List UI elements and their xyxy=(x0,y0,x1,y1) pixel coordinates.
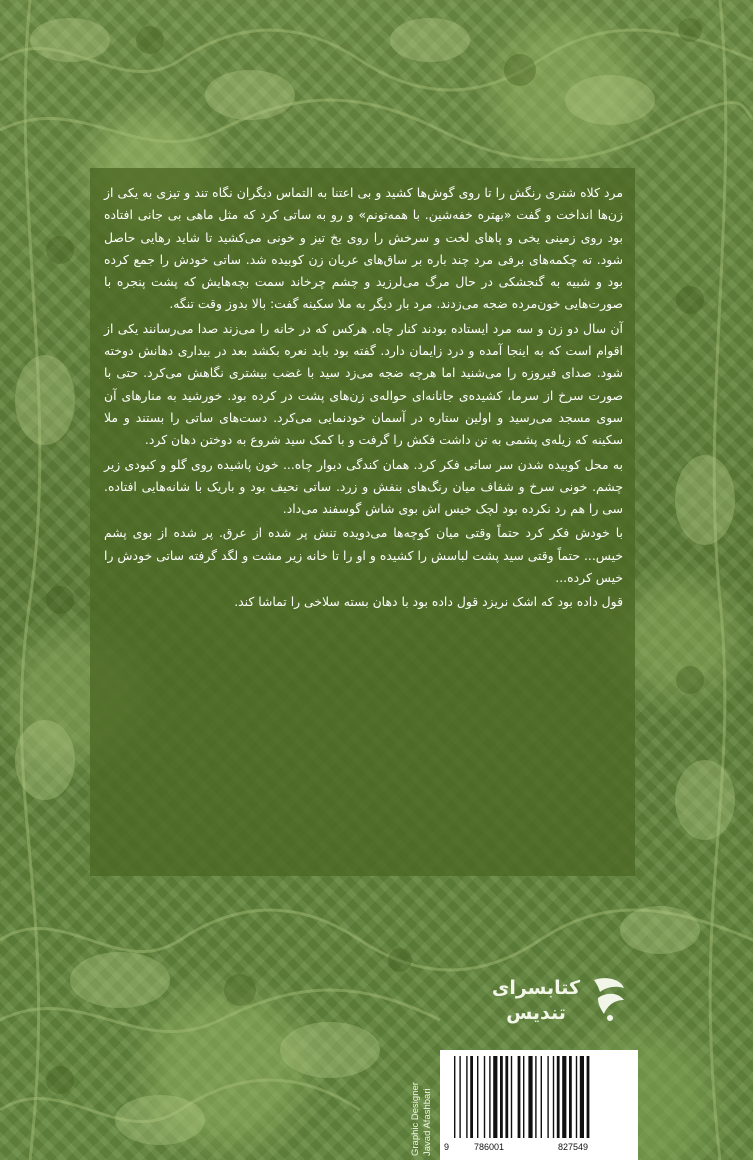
barcode-bar xyxy=(535,1056,536,1138)
barcode-left-group: 786001 xyxy=(474,1142,505,1152)
blurb-text-panel xyxy=(90,168,635,876)
barcode-bar xyxy=(489,1056,490,1138)
barcode-bar xyxy=(454,1056,455,1138)
publisher-name-line2: تندیس xyxy=(506,1002,566,1024)
barcode-bar xyxy=(518,1056,521,1138)
designer-role: Graphic Designer xyxy=(410,1082,421,1156)
barcode-bar xyxy=(569,1056,572,1138)
designer-name: Javad Afashbari xyxy=(422,1088,433,1156)
isbn-barcode xyxy=(440,1050,638,1160)
publisher-logo xyxy=(488,968,628,1048)
barcode-bar xyxy=(484,1056,485,1138)
blurb-paragraph: آن سال دو زن و سه مرد ایستاده بودند کنار چاه. هرکس که در خانه را می‌زند صدا می‌رسانند یکی از اقوام است که به اینجا آمده و درد زایمان دارد. گفته بود باید نعره بکشد بعد در بیداری دهانش دوخته شود. صدای فیروزه را می‌شنید اما هرچه ضجه می‌زد سید با غضب بیشتری نگاهش می‌کرد. حتی با صورت سرخ از سرما، کشیده‌ی جانانه‌ای حواله‌ی زن‌های پشت در کرده بود. خورشید به منارهای آن سوی مسجد می‌رسید و اولین ستاره در آسمان خودنمایی می‌کرد. دست‌های ساتی را بستند و ملا سکینه که زیله‌ی پشمی به تن داشت فکش را گرفت و با کمک سید شروع به دوختن دهان کرد. xyxy=(104,320,623,448)
barcode-bar xyxy=(580,1056,584,1138)
barcode-bar xyxy=(528,1056,532,1138)
blurb-paragraph: به محل کوبیده شدن سر ساتی فکر کرد. همان کندگی دیوار چاه... خون پاشیده روی گلو و کبودی زیر چشم. خونی سرخ و شفاف میان رنگ‌های بنفش و زرد. ساتی نحیف بود و باریک با شانه‌هایی افتاده. سی را هم رد نکرده بود لچک خیس اش بوی شاش گوسفند می‌داد. xyxy=(104,456,623,517)
barcode-bars xyxy=(440,1050,638,1142)
barcode-bar xyxy=(466,1056,467,1138)
barcode-bar xyxy=(557,1056,560,1138)
barcode-right-group: 827549 xyxy=(558,1142,589,1152)
publisher-emblem-icon xyxy=(590,974,628,1024)
barcode-bar xyxy=(459,1056,460,1138)
barcode-bar xyxy=(553,1056,554,1138)
barcode-lead-digit: 9 xyxy=(444,1142,450,1152)
barcode-bar xyxy=(587,1056,590,1138)
barcode-bar xyxy=(541,1056,542,1138)
barcode-bar xyxy=(500,1056,503,1138)
barcode-bar xyxy=(505,1056,508,1138)
graphic-designer-credit xyxy=(408,1058,438,1158)
barcode-bar xyxy=(470,1056,473,1138)
barcode-bar xyxy=(562,1056,566,1138)
publisher-name-line1: کتابسرای xyxy=(491,977,581,999)
blurb-paragraph: با خودش فکر کرد حتماً وقتی میان کوچه‌ها می‌دویده تنش پر شده از عرق. پر شده از بوی پشم خیس... حتماً وقتی سید پشت لباسش را کشیده و او را تا خانه زیر مشت و لگد گرفته ساتی خودش را خیس کرده... xyxy=(104,525,623,586)
barcode-bar xyxy=(493,1056,497,1138)
barcode-bar xyxy=(477,1056,478,1138)
publisher-name xyxy=(488,976,584,1026)
blurb-paragraph: قول داده بود که اشک نریزد قول داده بود با دهان بسته سلاخی را تماشا کند. xyxy=(234,594,623,610)
barcode-bar xyxy=(511,1056,512,1138)
barcode-bar xyxy=(547,1056,548,1138)
barcode-bar xyxy=(576,1056,577,1138)
blurb-paragraph: مرد کلاه شتری رنگش را تا روی گوش‌ها کشید و بی اعتنا به التماس دیگران نگاه تند و تیزی به یکی از زن‌ها انداخت و گفت «بهتره خفه‌شین. با همه‌تونم» و رو به ساتی کرد که مثل ماهی بی جانی افتاده بود روی زمینی یخی و پاهای لخت و سرخش را روی یخ تیز و خونی می‌کشید تا شاید رهایی حاصل شود. ته چکمه‌های برفی مرد چند باره بر ساق‌های عریان زن کوبیده شد. ساتی خودش را جمع کرده بود و شبیه به گنجشکی در حال مرگ می‌لرزید و چشم چرخاند سمت بچه‌هایش که پشت پنجره با صورت‌هایی خون‌مرده ضجه می‌زدند. مرد بار دیگر به ملا سکینه گفت: بالا بدوز وقت تنگه. xyxy=(104,185,623,312)
barcode-bar xyxy=(523,1056,524,1138)
